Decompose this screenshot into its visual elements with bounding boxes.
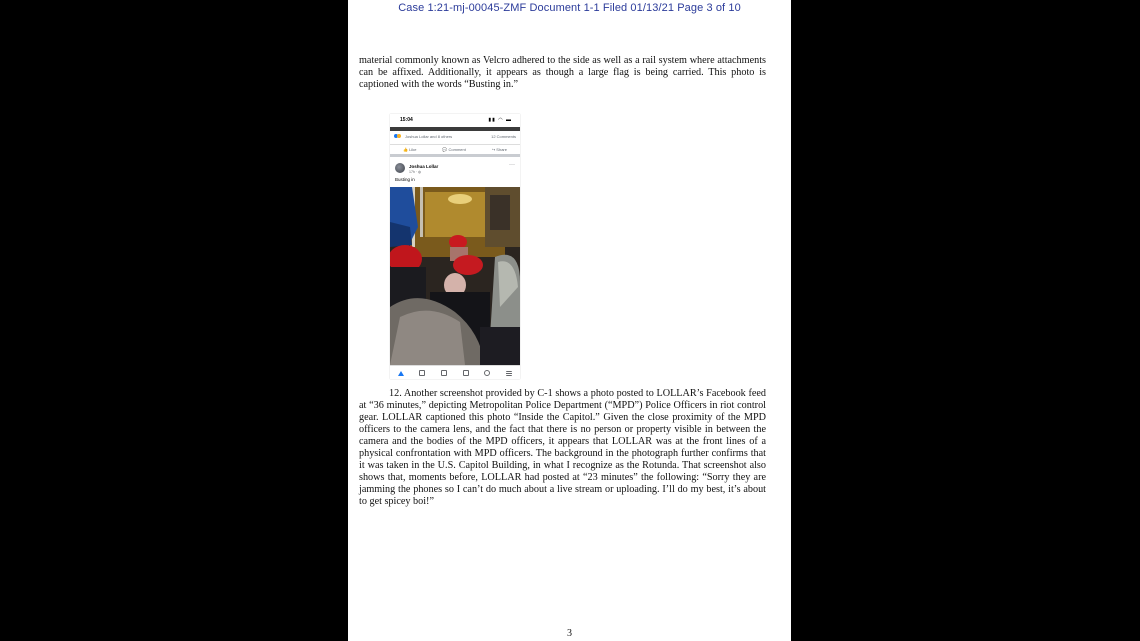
crowd-photo-image (390, 187, 520, 365)
page-number: 3 (567, 628, 572, 639)
post-separator (390, 154, 520, 157)
bell-icon[interactable] (484, 370, 490, 376)
comment-label: Comment (448, 147, 466, 152)
home-icon[interactable] (398, 371, 404, 376)
facebook-screenshot (390, 114, 520, 379)
avatar[interactable] (395, 163, 405, 173)
post-caption: Busting in (395, 177, 415, 182)
post-author[interactable]: Joshua Lollar (409, 164, 439, 169)
globe-icon: ◍ (417, 170, 422, 174)
paragraph-continued: material commonly known as Velcro adhered to the side as well as a rail system where attachments can be affixed. Additionally, it appears as though a large flag is being carried. This photo is captioned with the words “Busting in.” (359, 55, 766, 90)
post-meta (409, 170, 421, 174)
post-time: 17h · (409, 170, 418, 174)
top-divider (390, 127, 520, 131)
reactions-text: Joshua Lollar and 8 others (405, 134, 453, 139)
status-time: 15:04 (400, 117, 413, 123)
signal-battery-icon: ▮▮ ◠ ▬ (488, 117, 512, 123)
post-photo[interactable] (390, 187, 520, 365)
paragraph-12: 12. Another screenshot provided by C-1 shows a photo posted to LOLLAR’s Facebook feed at “36 minutes,” depicting Metropolitan Police Department (“MPD”) Police Officers in riot control gear. LOLLAR captioned this photo “Inside the Capitol.” Given the close proximity of the MPD officers to the camera lens, and the fact that there is no person or property visible in between the camera and the bodies of the MPD officers, it appears that LOLLAR was at the front lines of a physical confrontation with MPD officers. The background in the photograph further confirms that it was taken in the U.S. Capitol Building, in what I recognize as the Rotunda. That screenshot also shows that, moments before, LOLLAR had posted at “23 minutes” the following: “Sorry they are jamming the phones so I can’t do much about a live stream or uploading. I’ll do my best, it’s about to get spicey boi!” (359, 388, 766, 507)
more-options-icon[interactable]: ··· (509, 162, 515, 168)
share-label: Share (496, 147, 507, 152)
case-header: Case 1:21-mj-00045-ZMF Document 1-1 Filed 01/13/21 Page 3 of 10 (398, 2, 741, 14)
share-button[interactable]: ↪ Share (491, 147, 507, 152)
like-button[interactable]: 👍 Like (402, 147, 417, 152)
marketplace-icon[interactable] (441, 370, 447, 376)
comments-count[interactable]: 12 Comments (491, 134, 516, 139)
bottom-nav (390, 365, 520, 379)
video-icon[interactable] (419, 370, 425, 376)
like-label: Like (409, 147, 417, 152)
haha-reaction-icon (397, 134, 401, 138)
menu-icon[interactable] (506, 371, 512, 376)
reactions-row (394, 133, 516, 141)
document-page (348, 0, 791, 641)
post-header (390, 159, 520, 185)
status-bar (390, 114, 520, 126)
news-icon[interactable] (463, 370, 469, 376)
comment-button[interactable]: 💬 Comment (442, 147, 466, 152)
